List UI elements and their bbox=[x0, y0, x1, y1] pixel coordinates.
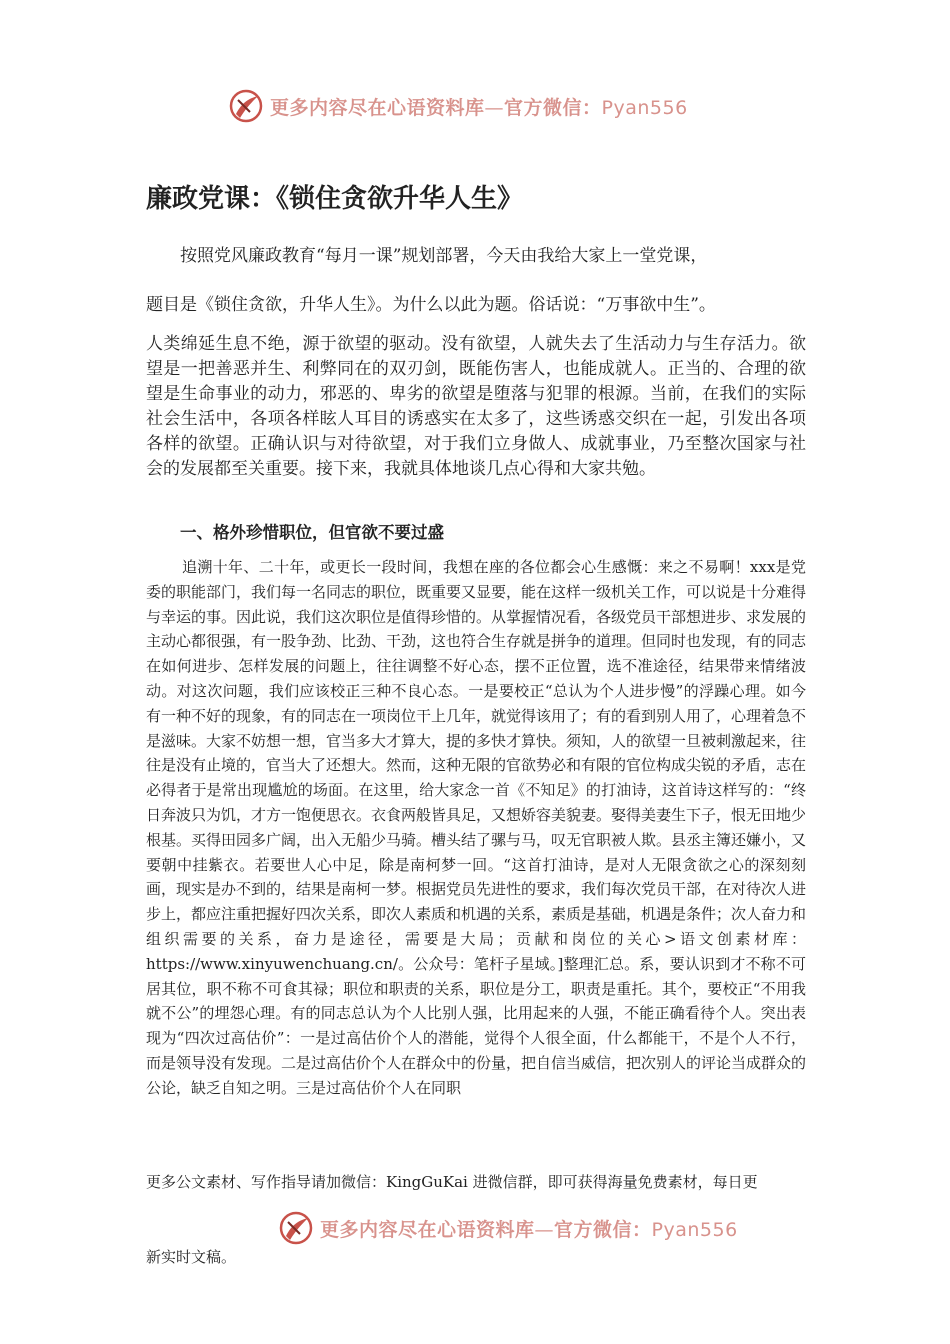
banner-text bbox=[320, 1215, 738, 1242]
paragraph-intro-1: 按照党风廉政教育“每月一课”规划部署，今天由我给大家上一堂党课， bbox=[180, 246, 708, 266]
banner-separator: — bbox=[484, 96, 505, 119]
paragraph-intro-2: 题目是《锁住贪欲，升华人生》。为什么以此为题。俗话说：“万事欲中生”。 bbox=[146, 295, 716, 315]
header-banner bbox=[228, 86, 728, 126]
banner-brand: 更多内容尽在心语资料库 bbox=[320, 1218, 535, 1241]
banner-wechat-id: Pyan556 bbox=[651, 1218, 738, 1241]
paragraph-desire: 人类绵延生息不绝，源于欲望的驱动。没有欲望，人就失去了生活动力与生存活力。欲望是一把善恶并生、利弊同在的双刃剑，既能伤害人，也能成就人。正当的、合理的欲望是生命事业的动力，邪恶的、卑劣的欲望是堕落与犯罪的根源。当前，在我们的实际社会生活中，各项各样眩人耳目的诱惑实在太多了，这些诱惑交织在一起，引发出各项各样的欲望。正确认识与对待欲望，对于我们立身做人、成就事业，乃至整次国家与社会的发展都至关重要。接下来，我就具体地谈几点心得和大家共勉。 bbox=[146, 334, 806, 479]
banner-text bbox=[270, 93, 688, 120]
footer-promo-text-continued: 新实时文稿。 bbox=[146, 1248, 237, 1266]
banner-brand: 更多内容尽在心语资料库 bbox=[270, 96, 485, 119]
footer-banner bbox=[278, 1208, 778, 1248]
brand-logo-icon bbox=[228, 88, 264, 124]
brand-logo-icon bbox=[278, 1210, 314, 1246]
section-heading-1: 一、格外珍惜职位，但官欲不要过盛 bbox=[180, 523, 444, 542]
footer-promo-text: 更多公文素材、写作指导请加微信：KingGuKai 进微信群，即可获得海量免费素材，每日更 bbox=[146, 1173, 758, 1191]
banner-separator: — bbox=[534, 1218, 555, 1241]
banner-wechat-label: 官方微信： bbox=[554, 1218, 652, 1241]
paragraph-section-1: 追溯十年、二十年，或更长一段时间，我想在座的各位都会心生感慨：来之不易啊！xxx是党委的职能部门，我们每一名同志的职位，既重要又显要，能在这样一级机关工作，可以说是十分难得与幸运的事。因此说，我们这次职位是值得珍惜的。从掌握情况看，各级党员干部想进步、求发展的主动心都很强，有一股争劲、比劲、干劲，这也符合生存就是拼争的道理。但同时也发现，有的同志在如何进步、怎样发展的问题上，往往调整不好心态，摆不正位置，选不准途径，结果带来情绪波动。对这次问题，我们应该校正三种不良心态。一是要校正“总认为个人进步慢”的浮躁心理。如今有一种不好的现象，有的同志在一项岗位干上几年，就觉得该用了；有的看到别人用了，心理着急不是滋味。大家不妨想一想，官当多大才算大，提的多快才算快。须知，人的欲望一旦被刺激起来，往往是没有止境的，官当大了还想大。然而，这种无限的官欲势必和有限的官位构成尖锐的矛盾，志在必得者于是常出现尴尬的场面。在这里，给大家念一首《不知足》的打油诗，这首诗这样写的：“终日奔波只为饥，才方一饱便思衣。衣食两般皆具足，又想娇容美貌妻。娶得美妻生下子，恨无田地少根基。买得田园多广阔，出入无船少马骑。槽头结了骡与马，叹无官职被人欺。县丞主簿还嫌小，又要朝中挂紫衣。若要世人心中足，除是南柯梦一回。“这首打油诗，是对人无限贪欲之心的深刻刻画，现实是办不到的，结果是南柯一梦。根据党员先进性的要求，我们每次党员干部，在对待次人进步上，都应注重把握好四次关系，即次人素质和机遇的关系，素质是基础，机遇是条件；次人奋力和组织需要的关系，奋力是途径，需要是大局；贡献和岗位的关心>语文创素材库：https://www.xinyuwenchuang.cn/。公众号：笔杆子星域。]整理汇总。系，要认识到才不称不可居其位，职不称不可食其禄；职位和职责的关系，职位是分工，职责是重托。其个，要校正“不用我就不公”的埋怨心理。有的同志总认为个人比别人强，比用起来的人强，不能正确看待个人。突出表现为“四次过高估价”：一是过高估价个人的潜能，觉得个人很全面，什么都能干，不是个人不行，而是领导没有发现。二是过高估价个人在群众中的份量，把自信当威信，把次别人的评论当成群众的公论，缺乏自知之明。三是过高估价个人在同职 bbox=[146, 558, 807, 1097]
banner-wechat-label: 官方微信： bbox=[504, 96, 602, 119]
document-title: 廉政党课：《锁住贪欲升华人生》 bbox=[146, 184, 524, 214]
banner-wechat-id: Pyan556 bbox=[601, 96, 688, 119]
